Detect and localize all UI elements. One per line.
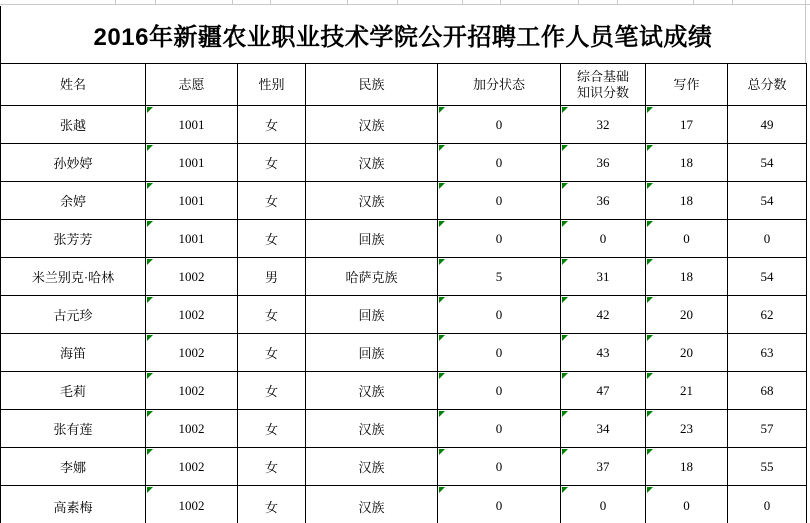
cell-value: 1001 bbox=[178, 154, 205, 170]
cell-value: 0 bbox=[495, 116, 503, 132]
cell-name[interactable] bbox=[1, 334, 146, 372]
cell-preference[interactable] bbox=[146, 106, 238, 144]
cell-value: 0 bbox=[495, 382, 503, 398]
text-format-marker-icon bbox=[647, 411, 653, 417]
cell-name[interactable] bbox=[1, 182, 146, 220]
text-format-marker-icon bbox=[439, 297, 445, 303]
cell-value: 0 bbox=[683, 230, 690, 246]
cell-ethnicity[interactable] bbox=[306, 296, 438, 334]
cell-bonus-status[interactable] bbox=[438, 410, 561, 448]
cell-value: 62 bbox=[760, 306, 774, 322]
cell-value: 1002 bbox=[178, 420, 205, 436]
cell-value: 汉族 bbox=[358, 384, 385, 399]
cell-preference[interactable] bbox=[146, 182, 238, 220]
cell-ethnicity[interactable] bbox=[306, 182, 438, 220]
cell-bonus-status[interactable] bbox=[438, 144, 561, 182]
cell-preference[interactable] bbox=[146, 410, 238, 448]
cell-basic-knowledge-score[interactable] bbox=[561, 410, 646, 448]
cell-gender[interactable] bbox=[238, 372, 306, 410]
cell-gender[interactable] bbox=[238, 182, 306, 220]
cell-value: 36 bbox=[596, 192, 610, 208]
cell-value: 1002 bbox=[178, 268, 205, 284]
cell-value: 0 bbox=[495, 344, 503, 360]
cell-value: 女 bbox=[264, 499, 278, 515]
text-format-marker-icon bbox=[562, 221, 568, 227]
text-format-marker-icon bbox=[439, 145, 445, 151]
text-format-marker-icon bbox=[147, 145, 153, 151]
text-format-marker-icon bbox=[147, 411, 153, 417]
column-header-label: 民族 bbox=[358, 76, 385, 92]
cell-value: 55 bbox=[760, 458, 774, 474]
cell-value: 0 bbox=[495, 192, 503, 208]
cell-value: 20 bbox=[680, 344, 693, 360]
cell-preference[interactable] bbox=[146, 334, 238, 372]
cell-value: 1002 bbox=[178, 306, 205, 322]
text-format-marker-icon bbox=[147, 259, 153, 265]
cell-total-score[interactable] bbox=[728, 334, 807, 372]
text-format-marker-icon bbox=[647, 107, 653, 113]
column-gridline-tick bbox=[462, 0, 463, 5]
cell-gender[interactable] bbox=[238, 220, 306, 258]
cell-bonus-status[interactable] bbox=[438, 106, 561, 144]
text-format-marker-icon bbox=[439, 259, 445, 265]
cell-value: 1002 bbox=[178, 498, 205, 513]
column-header-label: 加分状态 bbox=[472, 76, 525, 92]
column-header-gender[interactable] bbox=[238, 64, 306, 106]
text-format-marker-icon bbox=[147, 373, 153, 379]
cell-preference[interactable] bbox=[146, 486, 238, 523]
cell-writing-score[interactable] bbox=[646, 144, 728, 182]
cell-value: 张有莲 bbox=[53, 422, 93, 437]
cell-value: 36 bbox=[596, 154, 610, 170]
cell-value: 女 bbox=[264, 346, 278, 361]
cell-value: 女 bbox=[264, 384, 278, 399]
text-format-marker-icon bbox=[562, 183, 568, 189]
page-title: 2016年新疆农业职业技术学院公开招聘工作人员笔试成绩 bbox=[0, 6, 805, 63]
cell-gender[interactable] bbox=[238, 410, 306, 448]
cell-total-score[interactable] bbox=[728, 448, 807, 486]
cell-value: 20 bbox=[680, 306, 693, 322]
cell-value: 32 bbox=[596, 116, 610, 132]
cell-basic-knowledge-score[interactable] bbox=[561, 258, 646, 296]
cell-value: 0 bbox=[495, 306, 503, 322]
cell-value: 1001 bbox=[178, 192, 205, 208]
cell-basic-knowledge-score[interactable] bbox=[561, 448, 646, 486]
cell-name[interactable] bbox=[1, 220, 146, 258]
cell-preference[interactable] bbox=[146, 258, 238, 296]
cell-bonus-status[interactable] bbox=[438, 372, 561, 410]
text-format-marker-icon bbox=[147, 335, 153, 341]
text-format-marker-icon bbox=[562, 411, 568, 417]
column-gridline-tick bbox=[397, 0, 398, 5]
cell-value: 54 bbox=[760, 154, 774, 170]
cell-writing-score[interactable] bbox=[646, 448, 728, 486]
text-format-marker-icon bbox=[562, 145, 568, 151]
cell-value: 54 bbox=[760, 268, 774, 284]
column-gridline-tick bbox=[617, 0, 618, 5]
cell-bonus-status[interactable] bbox=[438, 486, 561, 523]
cell-name[interactable] bbox=[1, 258, 146, 296]
cell-value: 1002 bbox=[178, 458, 205, 474]
table-row bbox=[1, 144, 807, 182]
cell-value: 回族 bbox=[358, 308, 385, 323]
cell-bonus-status[interactable] bbox=[438, 334, 561, 372]
column-gridline-tick bbox=[232, 0, 233, 5]
cell-value: 余婷 bbox=[59, 194, 86, 209]
cell-value: 1001 bbox=[178, 230, 205, 246]
cell-ethnicity[interactable] bbox=[306, 258, 438, 296]
table-row bbox=[1, 334, 807, 372]
text-format-marker-icon bbox=[562, 259, 568, 265]
cell-basic-knowledge-score[interactable] bbox=[561, 486, 646, 523]
cell-value: 57 bbox=[760, 420, 774, 436]
text-format-marker-icon bbox=[562, 373, 568, 379]
cell-bonus-status[interactable] bbox=[438, 258, 561, 296]
column-header-label: 姓名 bbox=[59, 76, 86, 92]
table-row bbox=[1, 486, 807, 523]
cell-total-score[interactable] bbox=[728, 182, 807, 220]
cell-total-score[interactable] bbox=[728, 106, 807, 144]
cell-value: 0 bbox=[495, 154, 503, 170]
cell-value: 0 bbox=[495, 498, 503, 513]
text-format-marker-icon bbox=[147, 221, 153, 227]
cell-gender[interactable] bbox=[238, 486, 306, 523]
cell-value: 回族 bbox=[358, 232, 385, 247]
table-row bbox=[1, 258, 807, 296]
text-format-marker-icon bbox=[439, 335, 445, 341]
column-header-label: 写作 bbox=[673, 76, 700, 92]
cell-bonus-status[interactable] bbox=[438, 182, 561, 220]
column-header-name[interactable] bbox=[1, 64, 146, 106]
text-format-marker-icon bbox=[647, 487, 653, 493]
cell-writing-score[interactable] bbox=[646, 334, 728, 372]
cell-basic-knowledge-score[interactable] bbox=[561, 182, 646, 220]
text-format-marker-icon bbox=[647, 259, 653, 265]
table-row bbox=[1, 410, 807, 448]
cell-value: 18 bbox=[680, 154, 693, 170]
cell-value: 0 bbox=[495, 230, 503, 246]
cell-total-score[interactable] bbox=[728, 410, 807, 448]
text-format-marker-icon bbox=[562, 449, 568, 455]
table-row bbox=[1, 220, 807, 258]
cell-value: 张越 bbox=[59, 118, 86, 133]
cell-value: 张芳芳 bbox=[53, 232, 93, 247]
cell-value: 男 bbox=[264, 270, 278, 285]
cell-total-score[interactable] bbox=[728, 372, 807, 410]
cell-gender[interactable] bbox=[238, 106, 306, 144]
cell-total-score[interactable] bbox=[728, 296, 807, 334]
cell-name[interactable] bbox=[1, 106, 146, 144]
cell-writing-score[interactable] bbox=[646, 296, 728, 334]
cell-value: 女 bbox=[264, 422, 278, 437]
cell-value: 回族 bbox=[358, 346, 385, 361]
cell-value: 古元珍 bbox=[53, 308, 93, 323]
cell-value: 汉族 bbox=[358, 422, 385, 437]
column-gridline-tick bbox=[732, 0, 733, 5]
cell-value: 1001 bbox=[178, 116, 205, 132]
cell-value: 18 bbox=[680, 268, 693, 284]
cell-gender[interactable] bbox=[238, 144, 306, 182]
text-format-marker-icon bbox=[147, 487, 153, 493]
cell-total-score[interactable] bbox=[728, 258, 807, 296]
text-format-marker-icon bbox=[439, 449, 445, 455]
cell-writing-score[interactable] bbox=[646, 220, 728, 258]
cell-writing-score[interactable] bbox=[646, 182, 728, 220]
column-header-bonus-status[interactable] bbox=[438, 64, 561, 106]
column-gridline-tick bbox=[578, 0, 579, 5]
cell-value: 0 bbox=[599, 498, 607, 513]
text-format-marker-icon bbox=[439, 373, 445, 379]
cell-name[interactable] bbox=[1, 296, 146, 334]
text-format-marker-icon bbox=[439, 221, 445, 227]
cell-preference[interactable] bbox=[146, 448, 238, 486]
column-header-label: 总分数 bbox=[747, 76, 787, 92]
cell-ethnicity[interactable] bbox=[306, 106, 438, 144]
text-format-marker-icon bbox=[647, 335, 653, 341]
cell-value: 34 bbox=[596, 420, 610, 436]
cell-value: 68 bbox=[760, 382, 774, 398]
text-format-marker-icon bbox=[647, 221, 653, 227]
cell-bonus-status[interactable] bbox=[438, 448, 561, 486]
cell-value: 0 bbox=[495, 420, 503, 436]
cell-gender[interactable] bbox=[238, 296, 306, 334]
text-format-marker-icon bbox=[647, 183, 653, 189]
cell-value: 女 bbox=[264, 194, 278, 209]
cell-gender[interactable] bbox=[238, 258, 306, 296]
cell-ethnicity[interactable] bbox=[306, 144, 438, 182]
cell-value: 17 bbox=[680, 116, 693, 132]
column-gridline-tick bbox=[115, 0, 116, 5]
cell-value: 女 bbox=[264, 460, 278, 475]
cell-basic-knowledge-score[interactable] bbox=[561, 144, 646, 182]
cell-name[interactable] bbox=[1, 486, 146, 523]
cell-value: 0 bbox=[599, 230, 607, 246]
column-gridline-tick bbox=[270, 0, 271, 5]
table-header-row bbox=[1, 64, 807, 106]
text-format-marker-icon bbox=[439, 183, 445, 189]
cell-basic-knowledge-score[interactable] bbox=[561, 372, 646, 410]
column-header-basic-knowledge-score[interactable] bbox=[561, 64, 646, 106]
column-header-label: 性别 bbox=[258, 76, 285, 92]
cell-value: 49 bbox=[760, 116, 774, 132]
text-format-marker-icon bbox=[562, 297, 568, 303]
cell-value: 1002 bbox=[178, 344, 205, 360]
cell-preference[interactable] bbox=[146, 296, 238, 334]
cell-value: 汉族 bbox=[358, 118, 385, 133]
title-right-gridline bbox=[805, 0, 806, 64]
cell-name[interactable] bbox=[1, 372, 146, 410]
cell-preference[interactable] bbox=[146, 372, 238, 410]
cell-total-score[interactable] bbox=[728, 144, 807, 182]
text-format-marker-icon bbox=[439, 487, 445, 493]
column-gridline-tick bbox=[155, 0, 156, 5]
cell-gender[interactable] bbox=[238, 448, 306, 486]
cell-writing-score[interactable] bbox=[646, 258, 728, 296]
cell-value: 李娜 bbox=[59, 460, 86, 475]
table-row bbox=[1, 448, 807, 486]
text-format-marker-icon bbox=[647, 297, 653, 303]
cell-value: 0 bbox=[763, 498, 771, 513]
cell-value: 0 bbox=[495, 458, 503, 474]
cell-ethnicity[interactable] bbox=[306, 372, 438, 410]
cell-preference[interactable] bbox=[146, 144, 238, 182]
cell-ethnicity[interactable] bbox=[306, 220, 438, 258]
column-gridline-tick bbox=[500, 0, 501, 5]
table-body bbox=[1, 106, 807, 523]
cell-writing-score[interactable] bbox=[646, 106, 728, 144]
cell-total-score[interactable] bbox=[728, 486, 807, 523]
cell-value: 哈萨克族 bbox=[345, 270, 398, 285]
cell-value: 18 bbox=[680, 458, 693, 474]
text-format-marker-icon bbox=[147, 297, 153, 303]
column-header-ethnicity[interactable] bbox=[306, 64, 438, 106]
cell-value: 汉族 bbox=[358, 460, 385, 475]
cell-value: 47 bbox=[596, 382, 610, 398]
text-format-marker-icon bbox=[647, 145, 653, 151]
cell-writing-score[interactable] bbox=[646, 486, 728, 523]
cell-value: 54 bbox=[760, 192, 774, 208]
cell-name[interactable] bbox=[1, 144, 146, 182]
cell-value: 汉族 bbox=[358, 499, 385, 515]
cell-bonus-status[interactable] bbox=[438, 296, 561, 334]
text-format-marker-icon bbox=[562, 487, 568, 493]
cell-name[interactable] bbox=[1, 410, 146, 448]
cell-value: 0 bbox=[763, 230, 771, 246]
cell-ethnicity[interactable] bbox=[306, 334, 438, 372]
cell-basic-knowledge-score[interactable] bbox=[561, 106, 646, 144]
text-format-marker-icon bbox=[562, 107, 568, 113]
cell-basic-knowledge-score[interactable] bbox=[561, 334, 646, 372]
column-header-label: 志愿 bbox=[178, 76, 205, 92]
column-gridline-tick bbox=[693, 0, 694, 5]
cell-ethnicity[interactable] bbox=[306, 486, 438, 523]
cell-value: 5 bbox=[495, 268, 503, 284]
table-row bbox=[1, 106, 807, 144]
column-header-label: 综合基础知识分数 bbox=[576, 68, 629, 100]
top-gridline-strip bbox=[0, 0, 810, 5]
column-gridline-tick bbox=[347, 0, 348, 5]
text-format-marker-icon bbox=[439, 411, 445, 417]
table-row bbox=[1, 182, 807, 220]
cell-value: 31 bbox=[596, 268, 610, 284]
cell-value: 米兰别克·哈林 bbox=[31, 270, 115, 285]
text-format-marker-icon bbox=[147, 183, 153, 189]
cell-value: 21 bbox=[680, 382, 693, 398]
table-row bbox=[1, 296, 807, 334]
cell-value: 汉族 bbox=[358, 156, 385, 171]
cell-value: 高素梅 bbox=[53, 499, 93, 515]
text-format-marker-icon bbox=[147, 107, 153, 113]
cell-value: 孙妙婷 bbox=[53, 156, 93, 171]
cell-value: 女 bbox=[264, 156, 278, 171]
column-header-preference[interactable] bbox=[146, 64, 238, 106]
cell-value: 0 bbox=[683, 498, 690, 513]
cell-bonus-status[interactable] bbox=[438, 220, 561, 258]
cell-ethnicity[interactable] bbox=[306, 448, 438, 486]
cell-value: 43 bbox=[596, 344, 610, 360]
cell-value: 海笛 bbox=[59, 346, 86, 361]
cell-ethnicity[interactable] bbox=[306, 410, 438, 448]
cell-value: 42 bbox=[596, 306, 610, 322]
table-row bbox=[1, 372, 807, 410]
cell-value: 汉族 bbox=[358, 194, 385, 209]
score-table bbox=[0, 63, 807, 523]
cell-value: 女 bbox=[264, 308, 278, 323]
text-format-marker-icon bbox=[647, 373, 653, 379]
cell-preference[interactable] bbox=[146, 220, 238, 258]
cell-basic-knowledge-score[interactable] bbox=[561, 220, 646, 258]
cell-writing-score[interactable] bbox=[646, 410, 728, 448]
cell-writing-score[interactable] bbox=[646, 372, 728, 410]
cell-value: 女 bbox=[264, 232, 278, 247]
cell-value: 63 bbox=[760, 344, 774, 360]
cell-name[interactable] bbox=[1, 448, 146, 486]
cell-value: 18 bbox=[680, 192, 693, 208]
cell-value: 1002 bbox=[178, 382, 205, 398]
cell-value: 毛莉 bbox=[59, 384, 86, 399]
cell-gender[interactable] bbox=[238, 334, 306, 372]
column-header-total-score[interactable] bbox=[728, 64, 807, 106]
text-format-marker-icon bbox=[439, 107, 445, 113]
cell-value: 23 bbox=[680, 420, 693, 436]
text-format-marker-icon bbox=[647, 449, 653, 455]
cell-value: 女 bbox=[264, 118, 278, 133]
text-format-marker-icon bbox=[562, 335, 568, 341]
text-format-marker-icon bbox=[147, 449, 153, 455]
cell-total-score[interactable] bbox=[728, 220, 807, 258]
column-header-writing-score[interactable] bbox=[646, 64, 728, 106]
cell-basic-knowledge-score[interactable] bbox=[561, 296, 646, 334]
cell-value: 37 bbox=[596, 458, 610, 474]
